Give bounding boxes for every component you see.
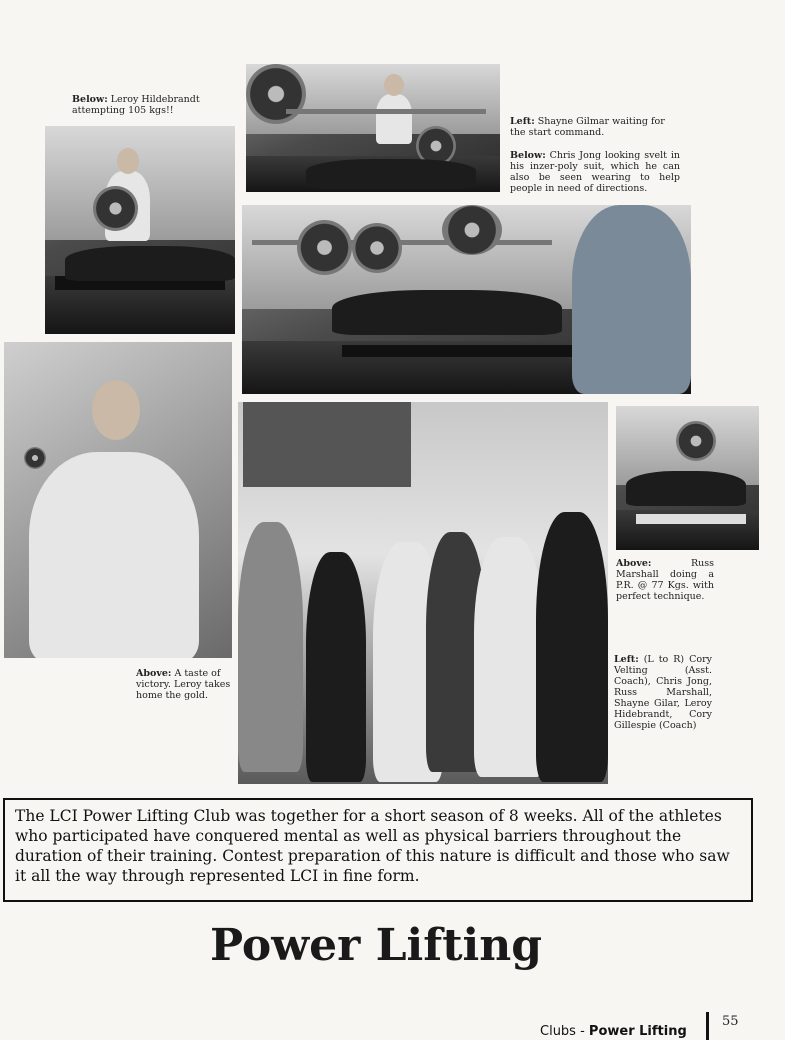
photo-russ-bench (616, 406, 759, 550)
caption-group: Left: (L to R) Cory Velting (Asst. Coach), Chris Jong, Russ Marshall, Shayne Gilar, Leroy Hidebrandt, Cory Gillespie (Coach) (614, 654, 712, 731)
club-description (3, 798, 753, 902)
footer-section-name: Clubs (540, 1024, 576, 1039)
caption-leroy-attempt: Below: Leroy Hildebrandt attempting 105 kgs!! (72, 94, 200, 116)
caption-chris: Below: Chris Jong looking svelt in his inzer-poly suit, which he can also be seen wearing to help people in need of directions. (510, 150, 680, 194)
caption-victory: Above: A taste of victory. Leroy takes home the gold. (136, 668, 231, 701)
club-description-text: The LCI Power Lifting Club was together for a short season of 8 weeks. All of the athletes who participated have conquered mental as well as physical barriers throughout the duration of their training. Contest preparation of this nature is difficult and those who saw it all the way through represented LCI in fine form. (15, 807, 730, 885)
photo-chris-bench (242, 205, 691, 394)
footer-rule (706, 1012, 709, 1040)
page-number: 55 (722, 1014, 739, 1029)
caption-russ: Above: Russ Marshall doing a P.R. @ 77 Kgs. with perfect technique. (616, 558, 714, 602)
photo-victory (4, 342, 232, 658)
footer-section (540, 1024, 687, 1039)
photo-shayne-bench (246, 64, 500, 192)
page-title: Power Lifting (210, 920, 542, 971)
footer-topic: Power Lifting (588, 1024, 687, 1039)
caption-shayne: Left: Shayne Gilmar waiting for the start command. (510, 116, 665, 138)
footer-separator: - (575, 1024, 589, 1039)
photo-group (238, 402, 608, 784)
photo-leroy-bench (45, 126, 235, 334)
